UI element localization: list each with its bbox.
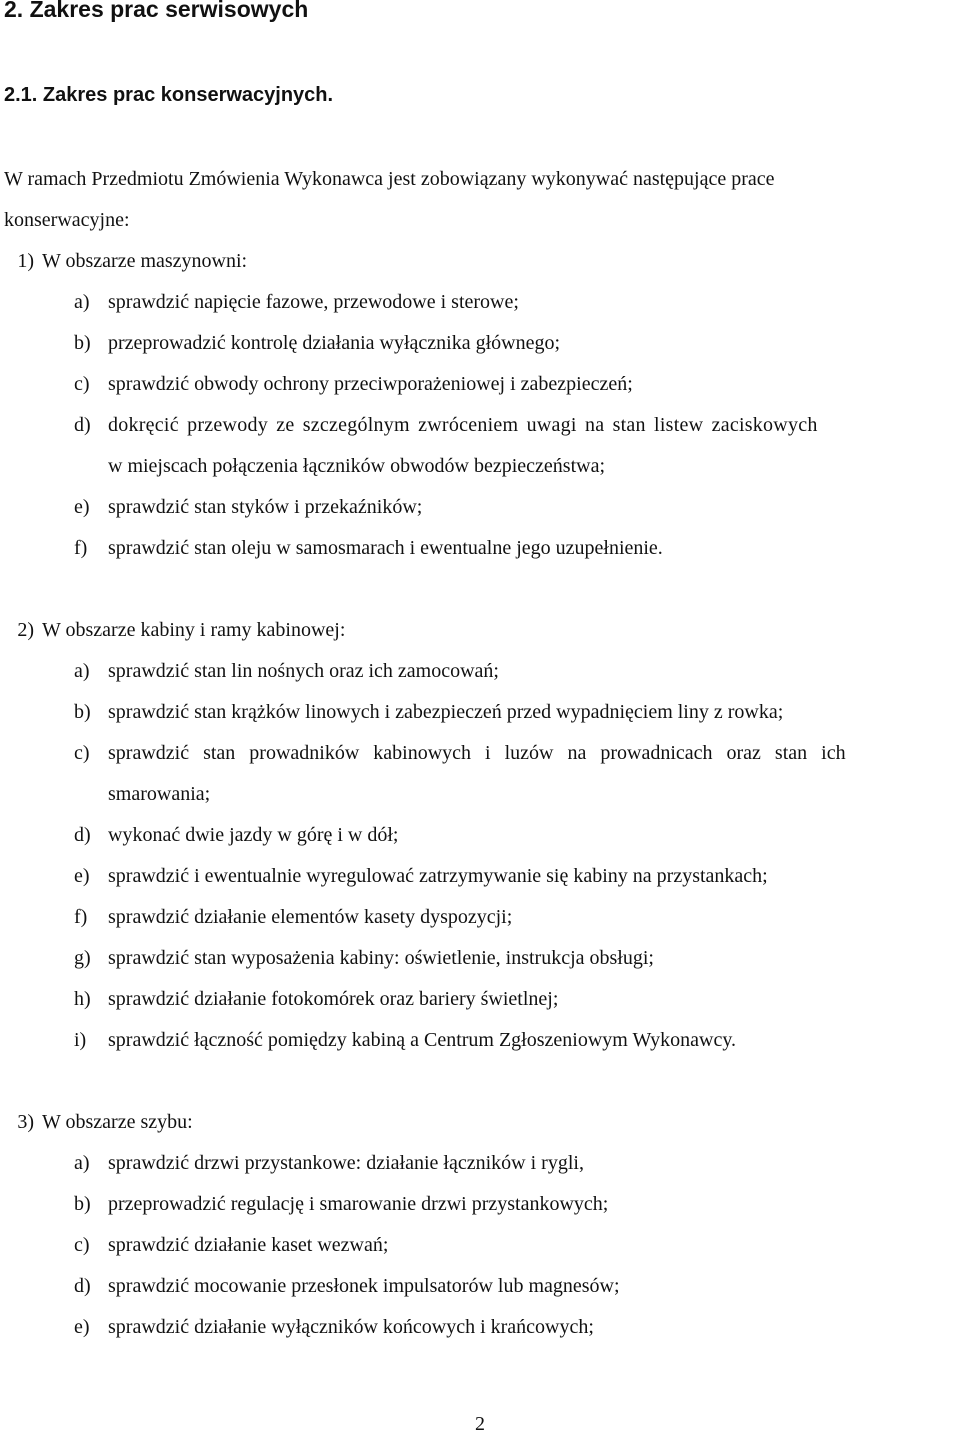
list-item: a) sprawdzić napięcie fazowe, przewodowe i sterowe; — [74, 291, 519, 313]
list-item: e) sprawdzić i ewentualnie wyregulować zatrzymywanie się kabiny na przystankach; — [74, 865, 768, 887]
intro-line-1: W ramach Przedmiotu Zmówienia Wykonawca jest zobowiązany wykonywać następujące prace — [4, 168, 775, 190]
list-item: b) sprawdzić stan krążków linowych i zabezpieczeń przed wypadnięciem liny z rowka; — [74, 701, 784, 723]
section-3-title: W obszarze szybu: — [42, 1111, 193, 1133]
list-item: f) sprawdzić działanie elementów kasety dyspozycji; — [74, 906, 513, 928]
list-item: b) przeprowadzić kontrolę działania wyłącznika głównego; — [74, 332, 561, 354]
list-item: e) sprawdzić działanie wyłączników końcowych i krańcowych; — [74, 1316, 594, 1338]
list-item-continuation: w miejscach połączenia łączników obwodów bezpieczeństwa; — [108, 455, 606, 477]
intro-line-2: konserwacyjne: — [4, 209, 130, 231]
list-item: i) sprawdzić łączność pomiędzy kabiną a Centrum Zgłoszeniowym Wykonawcy. — [74, 1029, 737, 1051]
list-item: c) sprawdzić stan prowadników kabinowych i luzów na prowadnicach oraz stan ich — [74, 742, 846, 764]
page-number: 2 — [475, 1413, 485, 1435]
list-item: d) wykonać dwie jazdy w górę i w dół; — [74, 824, 399, 846]
list-item: f) sprawdzić stan oleju w samosmarach i ewentualne jego uzupełnienie. — [74, 537, 663, 559]
list-item: a) sprawdzić stan lin nośnych oraz ich zamocowań; — [74, 660, 499, 682]
list-item-continuation: smarowania; — [108, 783, 211, 805]
section-2-heading — [4, 619, 345, 642]
list-item: d) dokręcić przewody ze szczególnym zwróceniem uwagi na stan listew zaciskowych — [74, 414, 818, 436]
list-item: c) sprawdzić działanie kaset wezwań; — [74, 1234, 389, 1256]
list-item: e) sprawdzić stan styków i przekaźników; — [74, 496, 423, 518]
section-1-heading — [4, 250, 247, 273]
list-item: c) sprawdzić obwody ochrony przeciwporażeniowej i zabezpieczeń; — [74, 373, 633, 395]
section-1-number: 1) — [17, 250, 34, 272]
list-item: b) przeprowadzić regulację i smarowanie drzwi przystankowych; — [74, 1193, 609, 1215]
section-2-number: 2) — [17, 619, 34, 641]
list-item: d) sprawdzić mocowanie przesłonek impulsatorów lub magnesów; — [74, 1275, 620, 1297]
list-item: h) sprawdzić działanie fotokomórek oraz bariery świetlnej; — [74, 988, 559, 1010]
section-1-title: W obszarze maszynowni: — [42, 250, 248, 272]
list-item: g) sprawdzić stan wyposażenia kabiny: oświetlenie, instrukcja obsługi; — [74, 947, 654, 969]
section-3-number: 3) — [17, 1111, 34, 1133]
section-2-title: W obszarze kabiny i ramy kabinowej: — [42, 619, 346, 641]
subsection-heading: 2.1. Zakres prac konserwacyjnych. — [4, 84, 334, 106]
section-3-heading — [4, 1111, 193, 1134]
list-item: a) sprawdzić drzwi przystankowe: działanie łączników i rygli, — [74, 1152, 584, 1174]
section-heading: 2. Zakres prac serwisowych — [4, 0, 309, 22]
